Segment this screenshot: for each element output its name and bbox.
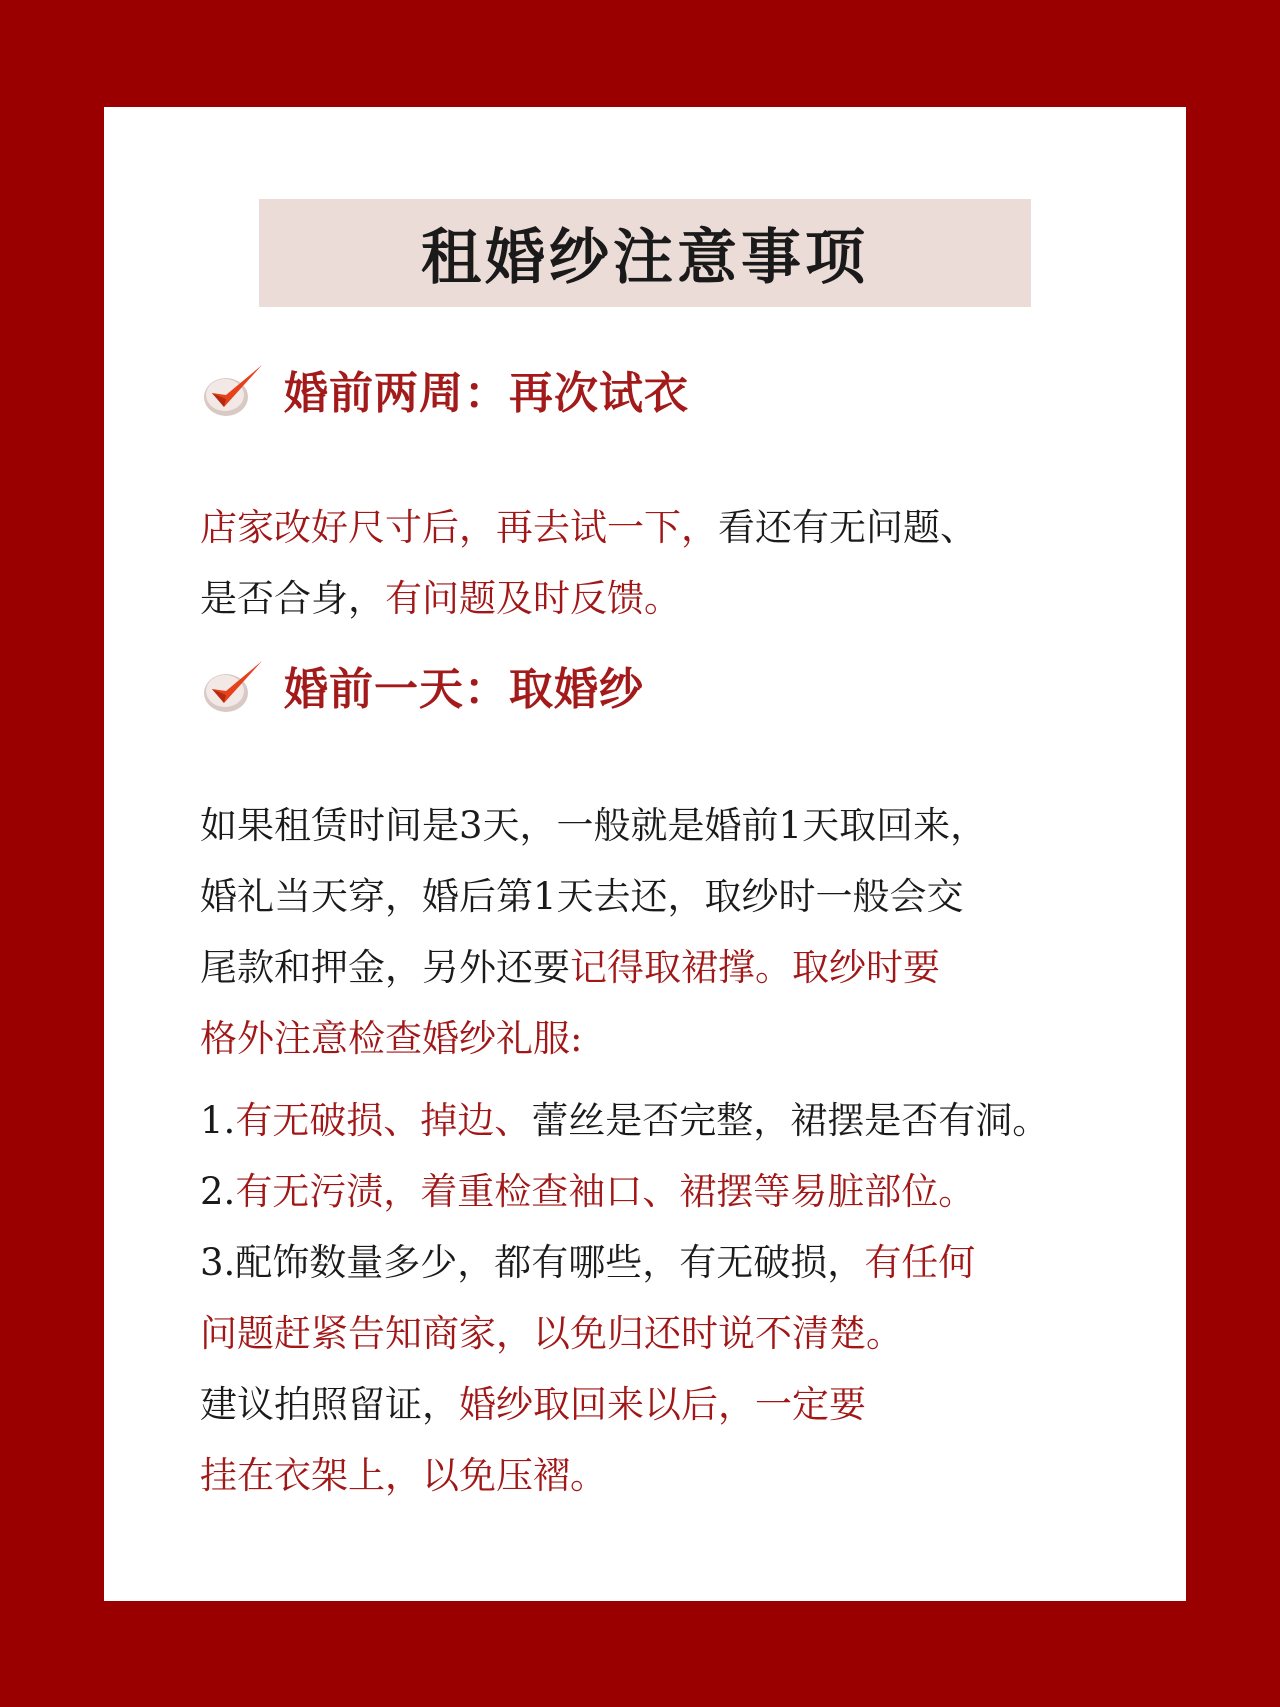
text-line	[200, 861, 987, 932]
list-item	[200, 1369, 1049, 1440]
text-span: 挂在衣架上，以免压褶。	[200, 1454, 607, 1497]
check-icon	[200, 355, 268, 423]
section-heading-1	[200, 355, 689, 423]
text-span: 有无污渍，着重检查袖口、裙摆等易脏部位。	[235, 1170, 976, 1213]
text-span: 婚礼当天穿，婚后第1天去还，取纱时一般会交	[200, 875, 964, 918]
checklist	[200, 1085, 1049, 1511]
text-line	[200, 790, 987, 861]
text-span: 是否合身，	[200, 577, 385, 620]
text-span: 有问题及时反馈。	[385, 577, 681, 620]
list-item	[200, 1298, 1049, 1369]
text-span: 看还有无问题、	[718, 506, 977, 549]
text-span: 3.配饰数量多少，都有哪些，有无破损，	[200, 1241, 865, 1284]
text-span: 有任何	[864, 1241, 976, 1284]
section-1-text	[200, 492, 977, 634]
text-span: 店家改好尺寸后，再去试一下，	[200, 506, 718, 549]
section-2-text	[200, 790, 987, 1074]
page-title: 租婚纱注意事项	[421, 223, 869, 293]
text-line	[200, 1003, 987, 1074]
title-banner	[259, 199, 1031, 307]
text-span: 建议拍照留证，	[200, 1383, 459, 1426]
text-span: 有无破损、掉边、	[235, 1099, 532, 1142]
section-heading-2	[200, 651, 644, 719]
text-span: 问题赶紧告知商家，以免归还时说不清楚。	[200, 1312, 903, 1355]
text-span: 格外注意检查婚纱礼服:	[200, 1017, 583, 1060]
text-span: 蕾丝是否完整，裙摆是否有洞。	[531, 1099, 1050, 1142]
text-span: 尾款和押金，另外还要	[200, 946, 570, 989]
list-item	[200, 1156, 1049, 1227]
check-icon	[200, 651, 268, 719]
section-heading-text: 婚前两周：再次试衣	[284, 368, 689, 419]
text-span: 2.	[200, 1170, 236, 1213]
section-heading-text: 婚前一天：取婚纱	[284, 664, 644, 715]
text-line	[200, 932, 987, 1003]
text-line	[200, 563, 977, 634]
text-span: 记得取裙撑。取纱时要	[570, 946, 940, 989]
text-span: 如果租赁时间是3天，一般就是婚前1天取回来，	[200, 804, 988, 847]
text-span: 1.	[200, 1099, 236, 1142]
text-line	[200, 492, 977, 563]
content-card	[104, 107, 1186, 1601]
list-item	[200, 1440, 1049, 1511]
text-span: 婚纱取回来以后，一定要	[459, 1383, 866, 1426]
list-item	[200, 1085, 1049, 1156]
list-item	[200, 1227, 1049, 1298]
